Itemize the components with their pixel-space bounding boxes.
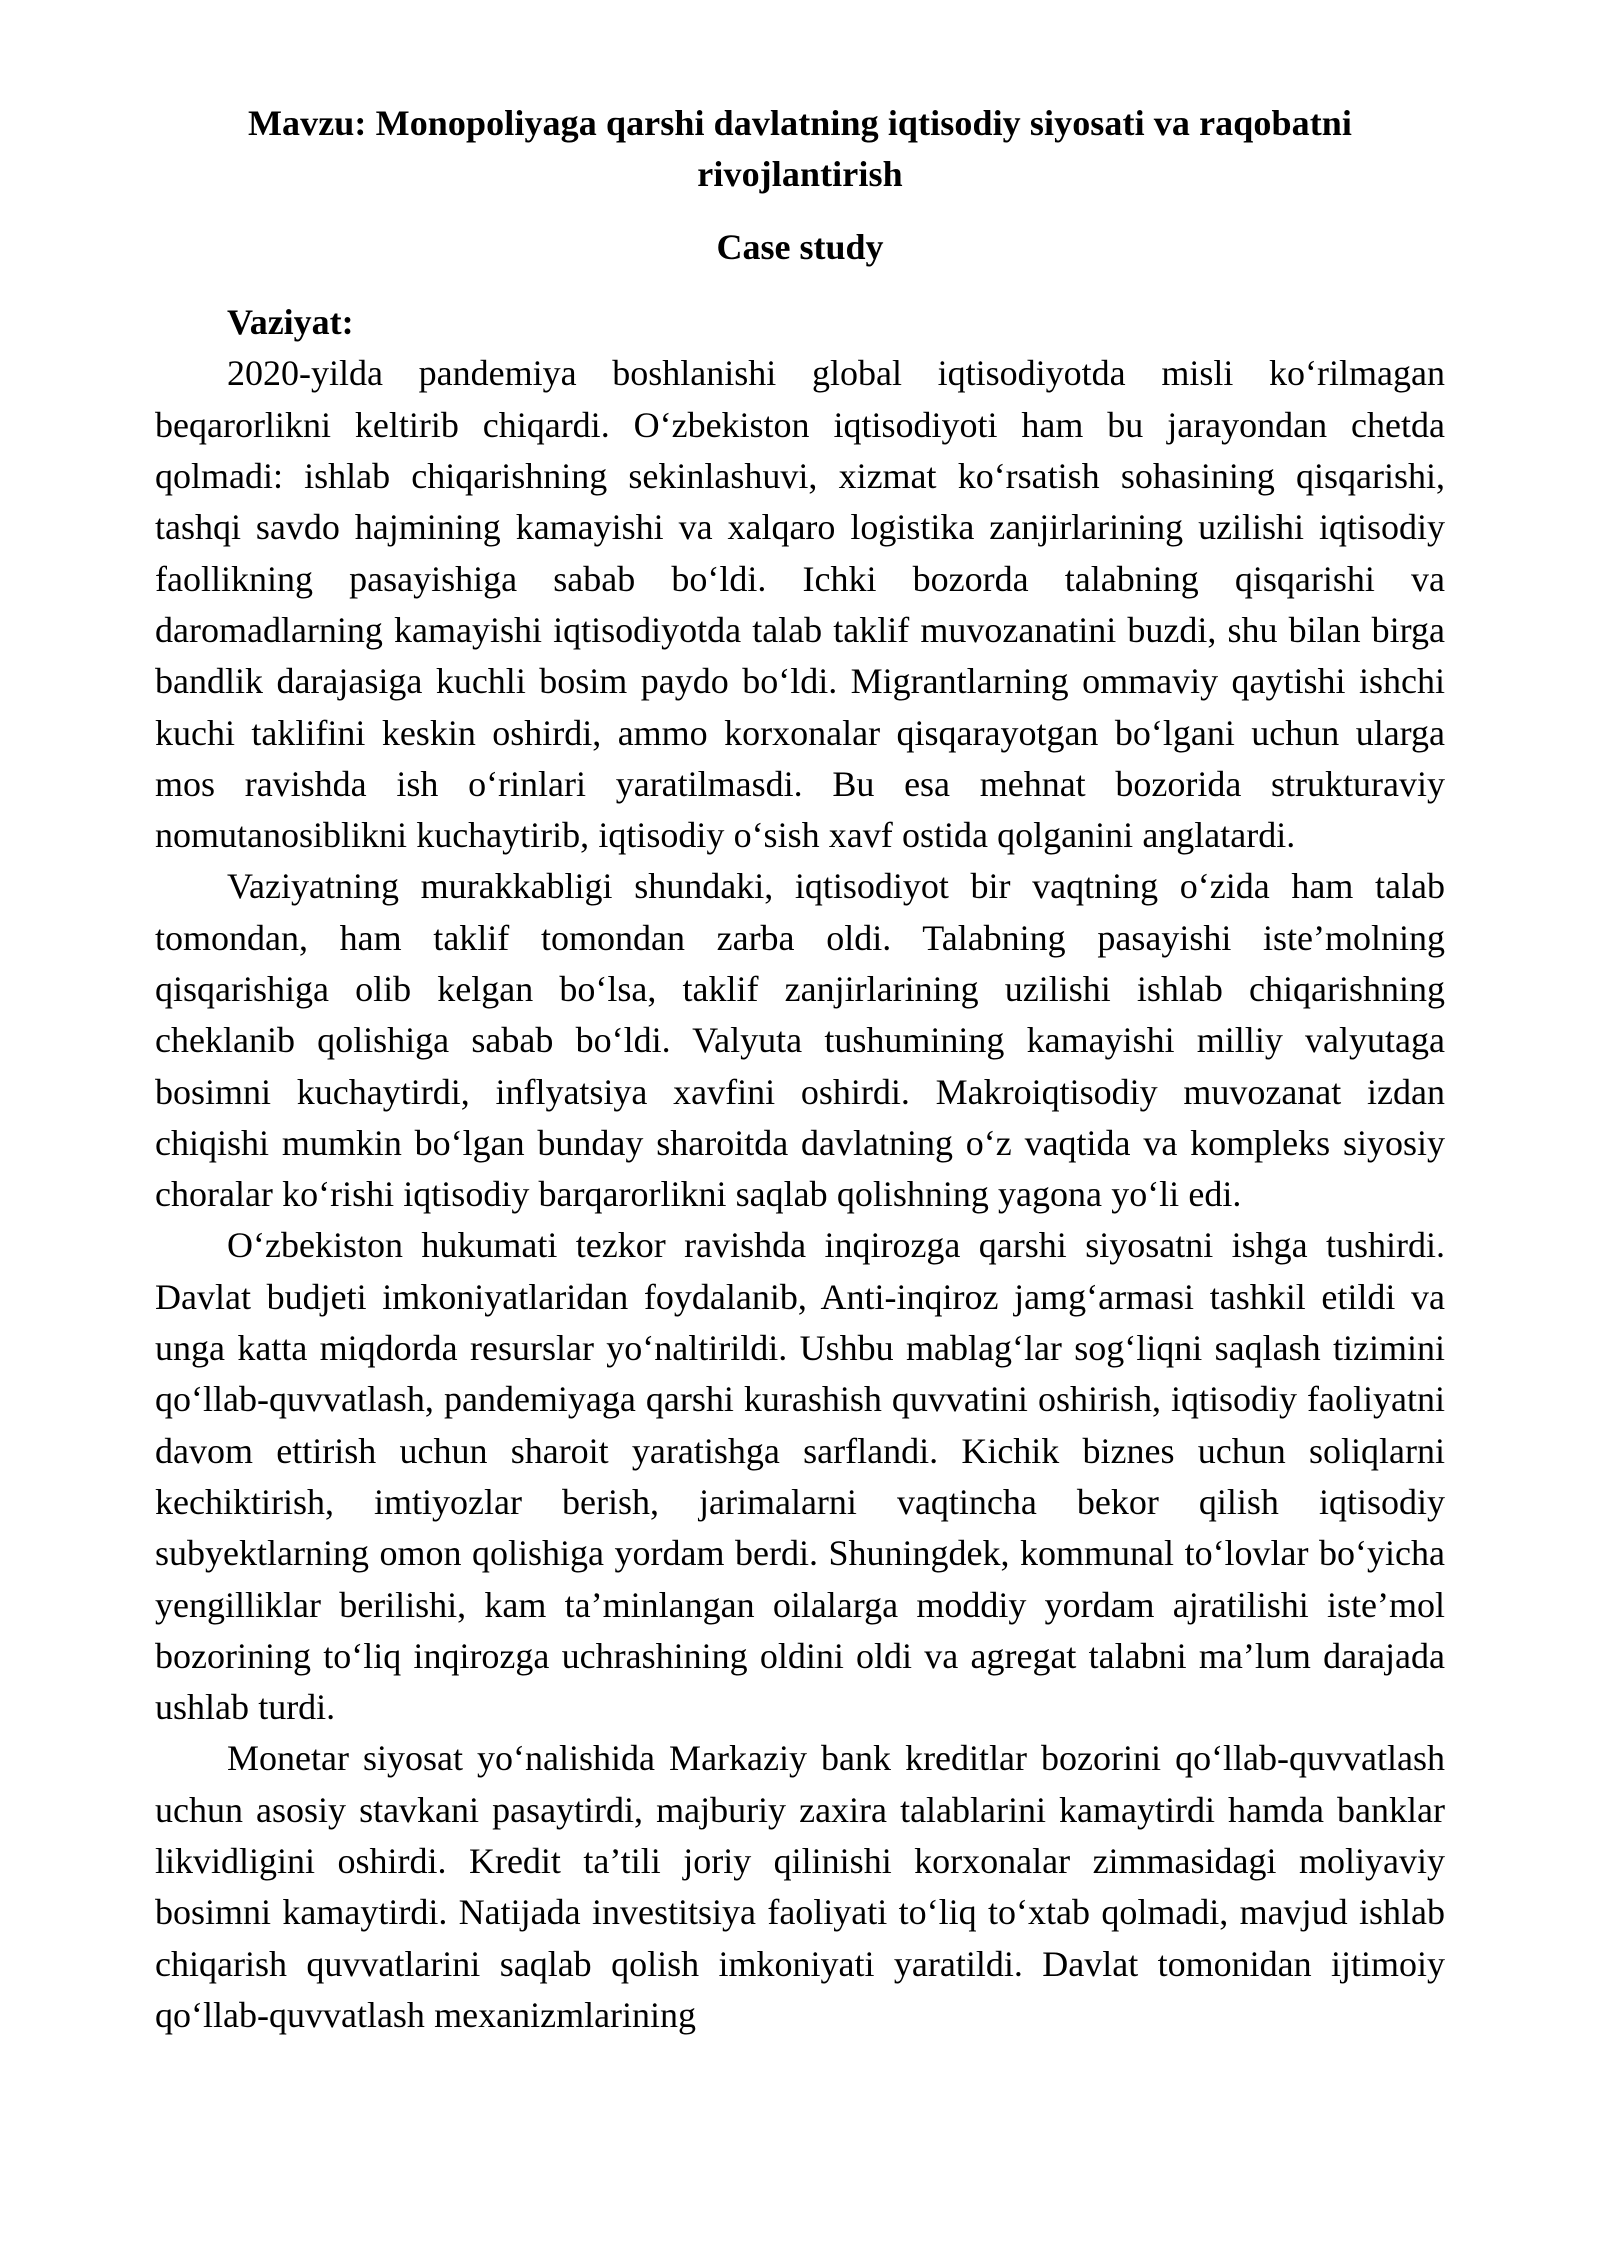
body-paragraph-1: 2020-yilda pandemiya boshlanishi global iqtisodiyotda misli ko‘rilmagan beqarorlikni keltirib chiqardi. O‘zbekiston iqtisodiyoti ham bu jarayondan chetda qolmadi: ishlab chiqarishning sekinlashuvi, xizmat ko‘rsatish sohasining qisqarishi, tashqi savdo hajmining kamayishi va xalqaro logistika zanjirlarining uzilishi iqtisodiy faollikning pasayishiga sabab bo‘ldi. Ichki bozorda talabning qisqarishi va daromadlarning kamayishi iqtisodiyotda talab taklif muvozanatini buzdi, shu bilan birga bandlik darajasiga kuchli bosim paydo bo‘ldi. Migrantlarning ommaviy qaytishi ishchi kuchi taklifini keskin oshirdi, ammo korxonalar qisqarayotgan bo‘lgani uchun ularga mos ravishda ish o‘rinlari yaratilmasdi. Bu esa mehnat bozorida strukturaviy nomutanosiblikni kuchaytirib, iqtisodiy o‘sish xavf ostida qolganini anglatardi.: [155, 353, 1445, 856]
body-paragraph-2: Vaziyatning murakkabligi shundaki, iqtisodiyot bir vaqtning o‘zida ham talab tomondan, ham taklif tomondan zarba oldi. Talabning pasayishi iste’molning qisqarishiga olib kelgan bo‘lsa, taklif zanjirlarining uzilishi ishlab chiqarishning cheklanib qolishiga sabab bo‘ldi. Valyuta tushumining kamayishi milliy valyutaga bosimni kuchaytirdi, inflyatsiya xavfini oshirdi. Makroiqtisodiy muvozanat izdan chiqishi mumkin bo‘lgan bunday sharoitda davlatning o‘z vaqtida va kompleks siyosiy choralar ko‘rishi iqtisodiy barqarorlikni saqlab qolishning yagona yo‘li edi.: [155, 866, 1445, 1215]
body-paragraph-3: O‘zbekiston hukumati tezkor ravishda inqirozga qarshi siyosatni ishga tushirdi. Davlat budjeti imkoniyatlaridan foydalanib, Anti-inqiroz jamg‘armasi tashkil etildi va unga katta miqdorda resurslar yo‘naltirildi. Ushbu mablag‘lar sog‘liqni saqlash tizimini qo‘llab-quvvatlash, pandemiyaga qarshi kurashish quvvatini oshirish, iqtisodiy faoliyatni davom ettirish uchun sharoit yaratishga sarflandi. Kichik biznes uchun soliqlarni kechiktirish, imtiyozlar berish, jarimalarni vaqtincha bekor qilish iqtisodiy subyektlarning omon qolishiga yordam berdi. Shuningdek, kommunal to‘lovlar bo‘yicha yengilliklar berilishi, kam ta’minlangan oilalarga moddiy yordam ajratilishi iste’mol bozorining to‘liq inqirozga uchrashining oldini oldi va agregat talabni ma’lum darajada ushlab turdi.: [155, 1225, 1445, 1728]
body-paragraph-4: Monetar siyosat yo‘nalishida Markaziy bank kreditlar bozorini qo‘llab-quvvatlash uchun asosiy stavkani pasaytirdi, majburiy zaxira talablarini kamaytirdi hamda banklar likvidligini oshirdi. Kredit ta’tili joriy qilinishi korxonalar zimmasidagi moliyaviy bosimni kamaytirdi. Natijada investitsiya faoliyati to‘liq to‘xtab qolmadi, mavjud ishlab chiqarish quvvatlarini saqlab qolish imkoniyati yaratildi. Davlat tomonidan ijtimoiy qo‘llab-quvvatlash mexanizmlarining: [155, 1738, 1445, 2035]
document-content: [155, 98, 1445, 2041]
page-title: Mavzu: Monopoliyaga qarshi davlatning iqtisodiy siyosati va raqobatni rivojlantirish: [247, 103, 1353, 195]
section-heading-vaziyat: Vaziyat:: [227, 302, 354, 343]
document-subtitle: Case study: [716, 227, 884, 268]
